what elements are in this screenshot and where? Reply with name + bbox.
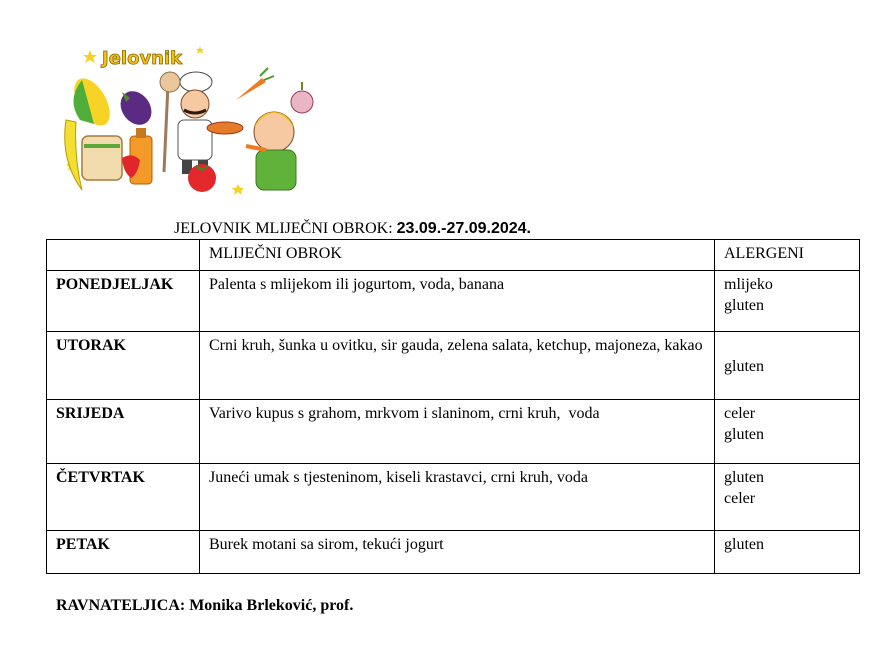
menu-heading-prefix: JELOVNIK MLIJEČNI OBROK:	[174, 220, 397, 237]
meal-cell: Varivo kupus s grahom, mrkvom i slaninom, crni kruh, voda	[200, 400, 715, 464]
table-row	[47, 400, 860, 464]
allergens-cell	[715, 531, 860, 574]
logo-title: Jelovnik	[102, 48, 183, 69]
allergen-item: gluten	[724, 358, 764, 375]
header-cell-meal: MLIJEČNI OBROK	[200, 240, 715, 271]
meal-cell: Palenta s mlijekom ili jogurtom, voda, banana	[200, 271, 715, 332]
allergen-item	[724, 335, 850, 356]
day-cell: PETAK	[47, 531, 200, 574]
table-row	[47, 332, 860, 400]
allergen-item: gluten	[724, 297, 764, 314]
allergens-cell	[715, 464, 860, 531]
menu-heading-dates: 23.09.-27.09.2024.	[396, 220, 531, 237]
principal-signature: RAVNATELJICA: Monika Brleković, prof.	[56, 597, 354, 614]
allergen-item: gluten	[724, 536, 764, 553]
header-cell-day	[47, 240, 200, 271]
header-cell-allergens: ALERGENI	[715, 240, 860, 271]
table-row	[47, 271, 860, 332]
meal-cell: Burek motani sa sirom, tekući jogurt	[200, 531, 715, 574]
allergens-cell	[715, 400, 860, 464]
allergens-cell	[715, 271, 860, 332]
menu-logo-illustration	[60, 40, 322, 198]
allergen-item: celer	[724, 405, 756, 422]
allergen-item: gluten	[724, 469, 764, 486]
day-cell: PONEDJELJAK	[47, 271, 200, 332]
day-cell: UTORAK	[47, 332, 200, 400]
meal-cell: Juneći umak s tjesteninom, kiseli krastavci, crni kruh, voda	[200, 464, 715, 531]
allergens-cell	[715, 332, 860, 400]
table-row	[47, 464, 860, 531]
table-row	[47, 531, 860, 574]
allergen-item: mlijeko	[724, 276, 773, 293]
table-header-row	[47, 240, 860, 271]
menu-heading	[174, 220, 531, 238]
menu-table	[46, 239, 860, 574]
allergen-item: celer	[724, 490, 756, 507]
allergen-item: gluten	[724, 426, 764, 443]
day-cell: SRIJEDA	[47, 400, 200, 464]
meal-cell: Crni kruh, šunka u ovitku, sir gauda, zelena salata, ketchup, majoneza, kakao	[200, 332, 715, 400]
day-cell: ČETVRTAK	[47, 464, 200, 531]
